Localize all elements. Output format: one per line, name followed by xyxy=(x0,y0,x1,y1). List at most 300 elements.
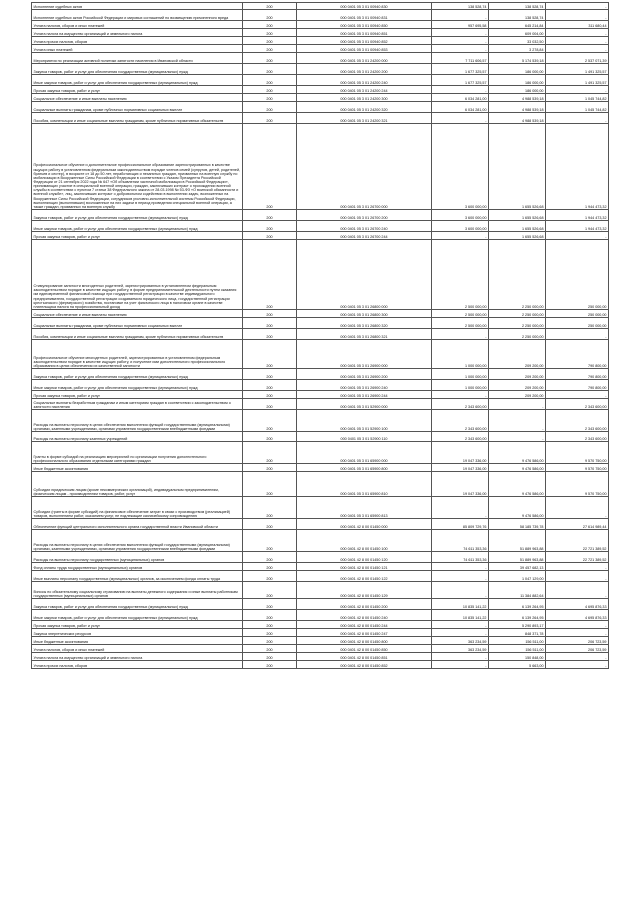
table-row xyxy=(32,75,609,86)
line-code: 200 xyxy=(243,599,297,610)
table-row xyxy=(32,410,609,432)
classification-code: 000 0401 05 3 01 26800 000 xyxy=(297,240,432,310)
line-code: 200 xyxy=(243,391,297,399)
table-row xyxy=(32,610,609,621)
classification-code: 000 0401 05 3 01 00940 852 xyxy=(297,37,432,45)
classification-code: 000 0401 05 3 01 24200 000 xyxy=(297,53,432,64)
unexecuted-amount: 790 800,00 xyxy=(546,380,609,391)
table-row xyxy=(32,563,609,571)
unexecuted-amount: - xyxy=(546,3,609,10)
executed-amount: 186 000,00 xyxy=(489,86,546,94)
unexecuted-amount: - xyxy=(546,232,609,240)
line-code: 200 xyxy=(243,410,297,432)
row-name: Исполнение судебных актов Российской Федерации и мировых соглашений по возмещению причиненного вреда xyxy=(32,10,243,21)
classification-code: 000 0401 05 3 01 65900 800 xyxy=(297,464,432,472)
line-code: 200 xyxy=(243,86,297,94)
line-code: 200 xyxy=(243,3,297,10)
table-row xyxy=(32,519,609,530)
unexecuted-amount: 22 721 389,52 xyxy=(546,552,609,563)
classification-code: 000 0401 05 3 01 24200 244 xyxy=(297,86,432,94)
executed-amount: 39 457 682,13 xyxy=(489,563,546,571)
unexecuted-amount: 2 537 071,39 xyxy=(546,53,609,64)
classification-code: 000 0401 42 8 00 01450 851 xyxy=(297,653,432,661)
table-row xyxy=(32,329,609,340)
approved-amount: - xyxy=(432,563,489,571)
approved-amount: 2 343 600,00 xyxy=(432,410,489,432)
line-code: 200 xyxy=(243,653,297,661)
classification-code: 000 0401 42 8 00 01450 800 xyxy=(297,637,432,645)
approved-amount: 3 600 000,00 xyxy=(432,124,489,210)
classification-code: 000 0401 05 3 01 00940 853 xyxy=(297,45,432,53)
unexecuted-amount: 1 944 473,32 xyxy=(546,210,609,221)
unexecuted-amount: - xyxy=(546,563,609,571)
unexecuted-amount: - xyxy=(546,571,609,582)
line-code: 200 xyxy=(243,329,297,340)
row-name: Социальное обеспечение и иные выплаты населению xyxy=(32,94,243,102)
row-name: Закупка товаров, работ и услуг для обеспечения государственных (муниципальных) нужд xyxy=(32,369,243,380)
row-name: Уплата налога на имущество организаций и земельного налога xyxy=(32,29,243,37)
line-code: 200 xyxy=(243,472,297,497)
approved-amount: - xyxy=(432,10,489,21)
line-code: 200 xyxy=(243,582,297,599)
line-code: 200 xyxy=(243,637,297,645)
line-code: 200 xyxy=(243,113,297,124)
table-row xyxy=(32,464,609,472)
line-code: 200 xyxy=(243,497,297,519)
table-row xyxy=(32,621,609,629)
table-row xyxy=(32,645,609,653)
executed-amount: 209 200,00 xyxy=(489,369,546,380)
classification-code: 000 0401 42 8 00 01450 244 xyxy=(297,621,432,629)
unexecuted-amount: - xyxy=(546,497,609,519)
unexecuted-amount: 250 000,00 xyxy=(546,310,609,318)
row-name: Профессиональное обучение и дополнительное профессиональное образование зарегистрированных в качестве ищущих работу в установленном федеральным законодательством порядке членов семей (супругов, детей, родителей, братьев и сестер), в возрасте от 18 до 50 лет, неработающих и незанятых граждан, призванных на военную службу по мобилизации в Вооруженные Силы Российской Федерации в соответствии с Указом Президента Российской Федерации от 21 сентября 2022 года № 647 «Об объявлении частичной мобилизации в Российской Федерации», принимающих участие в специальной военной операции, граждан, заключивших контракт о прохождении военной службы в соответствии с пунктом 7 статьи 38 Федерального закона от 28.03.1998 № 53-ФЗ «О воинской обязанности и военной службе», лиц, заключивших контракт о добровольном содействии в выполнении задач, возложенных на Вооруженные Силы Российской Федерации, сотрудников уголовно-исполнительной системы Российской Федерации, выполняющих (выполнявших) возложенные на них задачи в период проведения специальной военной операции, а также граждан, призванных на военную службу xyxy=(32,124,243,210)
classification-code: 000 0401 42 8 00 01450 247 xyxy=(297,629,432,637)
line-code: 200 xyxy=(243,232,297,240)
row-name: Пособия, компенсации и иные социальные выплаты гражданам, кроме публичных нормативных обязательств xyxy=(32,329,243,340)
classification-code: 000 0401 42 8 00 01450 122 xyxy=(297,571,432,582)
approved-amount: 1 677 325,57 xyxy=(432,75,489,86)
row-name: Субсидии (гранты в форме субсидий) на финансовое обеспечение затрат в связи с производством (реализацией) товаров, выполнением работ, оказанием услуг, не подлежащие казначейскому сопровождению xyxy=(32,497,243,519)
executed-amount: 51 889 963,88 xyxy=(489,552,546,563)
classification-code: 000 0401 05 3 01 52900 100 xyxy=(297,410,432,432)
unexecuted-amount: 250 000,00 xyxy=(546,318,609,329)
line-code: 200 xyxy=(243,380,297,391)
row-name: Социальные выплаты гражданам, кроме публичных нормативных социальных выплат xyxy=(32,102,243,113)
classification-code: 000 0401 05 3 01 26900 200 xyxy=(297,369,432,380)
row-name: Профессиональное обучение многодетных родителей, зарегистрированных в установленном федеральным законодательством порядке в качестве ищущих работу, и получение ими дополнительного профессионального образования в целях обеспечения их качественной занятости xyxy=(32,340,243,369)
executed-amount: 186 000,00 xyxy=(489,75,546,86)
classification-code: 000 0401 05 3 01 26900 240 xyxy=(297,380,432,391)
approved-amount: - xyxy=(432,621,489,629)
unexecuted-amount: 9 570 750,00 xyxy=(546,464,609,472)
row-name: Прочая закупка товаров, работ и услуг xyxy=(32,232,243,240)
row-name: Взносы по обязательному социальному страхованию на выплаты денежного содержания и иные выплаты работникам государственных (муниципальных) органов xyxy=(32,582,243,599)
approved-amount: 85 809 729,76 xyxy=(432,519,489,530)
line-code: 200 xyxy=(243,53,297,64)
row-name: Прочая закупка товаров, работ и услуг xyxy=(32,621,243,629)
row-name: Гранты в форме субсидий на реализацию мероприятий по организации получения дополнительного профессионального образования отдельными категориями граждан xyxy=(32,442,243,464)
table-row xyxy=(32,629,609,637)
unexecuted-amount: 311 680,44 xyxy=(546,21,609,29)
approved-amount: - xyxy=(432,37,489,45)
table-row xyxy=(32,94,609,102)
table-row xyxy=(32,3,609,10)
approved-amount: 1 000 000,00 xyxy=(432,380,489,391)
executed-amount: 58 185 739,78 xyxy=(489,519,546,530)
classification-code: 000 0401 05 3 01 52900 000 xyxy=(297,399,432,410)
approved-amount: 6 034 281,00 xyxy=(432,102,489,113)
unexecuted-amount: - xyxy=(546,629,609,637)
row-name: Социальное обеспечение и иные выплаты населению xyxy=(32,310,243,318)
classification-code: 000 0401 42 8 00 01450 121 xyxy=(297,563,432,571)
executed-amount: 5 663,00 xyxy=(489,661,546,669)
table-row xyxy=(32,29,609,37)
line-code: 200 xyxy=(243,645,297,653)
line-code: 200 xyxy=(243,37,297,45)
classification-code: 000 0401 42 8 00 01450 129 xyxy=(297,582,432,599)
row-name: Расходы на выплаты персоналу в целях обеспечения выполнения функций государственными (муниципальными) органами, казенными учреждениями, органами управления государственными внебюджетными фондами xyxy=(32,530,243,552)
classification-code: 000 0401 05 3 01 26900 244 xyxy=(297,391,432,399)
classification-code: 000 0401 05 3 01 65900 813 xyxy=(297,497,432,519)
line-code: 200 xyxy=(243,10,297,21)
unexecuted-amount: 4 695 876,33 xyxy=(546,610,609,621)
row-name: Социальные выплаты безработным гражданам и иным категориям граждан в соответствии с законодательством о занятости населения xyxy=(32,399,243,410)
unexecuted-amount: - xyxy=(546,329,609,340)
row-name: Исполнение судебных актов xyxy=(32,3,243,10)
line-code: 200 xyxy=(243,310,297,318)
table-row xyxy=(32,240,609,310)
table-row xyxy=(32,10,609,21)
classification-code: 000 0401 05 3 01 65900 810 xyxy=(297,472,432,497)
table-row xyxy=(32,399,609,410)
row-name: Обеспечение функций центрального исполнительного органа государственной власти Ивановской области xyxy=(32,519,243,530)
executed-amount: 209 200,00 xyxy=(489,380,546,391)
table-row xyxy=(32,442,609,464)
approved-amount: - xyxy=(432,653,489,661)
unexecuted-amount: - xyxy=(546,10,609,21)
table-row xyxy=(32,369,609,380)
executed-amount: 1 655 526,68 xyxy=(489,124,546,210)
table-row xyxy=(32,380,609,391)
row-name: Уплата налога на имущество организаций и земельного налога xyxy=(32,653,243,661)
table-row xyxy=(32,310,609,318)
executed-amount: 5 290 893,17 xyxy=(489,621,546,629)
row-name: Прочая закупка товаров, работ и услуг xyxy=(32,86,243,94)
unexecuted-amount: 790 800,00 xyxy=(546,340,609,369)
table-row xyxy=(32,210,609,221)
approved-amount: 363 234,59 xyxy=(432,637,489,645)
classification-code: 000 0401 05 3 01 24200 300 xyxy=(297,94,432,102)
row-name: Расходы на выплаты персоналу в целях обеспечения выполнения функций государственными (муниципальными) органами, казенными учреждениями, органами управления государственными внебюджетными фондами xyxy=(32,410,243,432)
executed-amount: 156 511,00 xyxy=(489,645,546,653)
approved-amount: 3 600 000,00 xyxy=(432,221,489,232)
line-code: 200 xyxy=(243,240,297,310)
unexecuted-amount: 4 695 876,33 xyxy=(546,599,609,610)
approved-amount: 2 343 600,00 xyxy=(432,399,489,410)
executed-amount: 1 655 526,68 xyxy=(489,210,546,221)
row-name: Закупка энергетических ресурсов xyxy=(32,629,243,637)
unexecuted-amount: 250 000,00 xyxy=(546,240,609,310)
row-name: Уплата иных платежей xyxy=(32,45,243,53)
executed-amount: 156 511,00 xyxy=(489,637,546,645)
approved-amount: 7 711 606,57 xyxy=(432,53,489,64)
row-name: Субсидии юридическим лицам (кроме некоммерческих организаций), индивидуальным предпринимателям, физическим лицам - производителям товаров, работ, услуг xyxy=(32,472,243,497)
unexecuted-amount: - xyxy=(546,621,609,629)
approved-amount: 74 611 353,36 xyxy=(432,552,489,563)
executed-amount: 186 000,00 xyxy=(489,64,546,75)
row-name: Расходы на выплаты персоналу казенных учреждений xyxy=(32,432,243,442)
line-code: 200 xyxy=(243,221,297,232)
classification-code: 000 0401 05 3 01 26700 000 xyxy=(297,124,432,210)
row-name: Иные бюджетные ассигнования xyxy=(32,464,243,472)
line-code: 200 xyxy=(243,432,297,442)
executed-amount: 609 004,00 xyxy=(489,29,546,37)
line-code: 200 xyxy=(243,399,297,410)
table-row xyxy=(32,232,609,240)
approved-amount: - xyxy=(432,232,489,240)
table-row xyxy=(32,637,609,645)
unexecuted-amount: 27 614 989,44 xyxy=(546,519,609,530)
approved-amount: 1 677 325,57 xyxy=(432,64,489,75)
line-code: 200 xyxy=(243,661,297,669)
unexecuted-amount: - xyxy=(546,113,609,124)
classification-code: 000 0401 42 8 00 01450 120 xyxy=(297,552,432,563)
table-row xyxy=(32,21,609,29)
table-row xyxy=(32,530,609,552)
approved-amount: 1 000 000,00 xyxy=(432,369,489,380)
approved-amount: 957 695,58 xyxy=(432,21,489,29)
unexecuted-amount: - xyxy=(546,86,609,94)
classification-code: 000 0401 05 3 01 26900 000 xyxy=(297,340,432,369)
row-name: Иные закупки товаров, работ и услуг для обеспечения государственных (муниципальных) нужд xyxy=(32,610,243,621)
executed-amount: 5 174 539,18 xyxy=(489,53,546,64)
row-name: Прочая закупка товаров, работ и услуг xyxy=(32,391,243,399)
executed-amount: 150 848,00 xyxy=(489,653,546,661)
unexecuted-amount: 22 721 389,52 xyxy=(546,530,609,552)
executed-amount: 9 476 586,00 xyxy=(489,497,546,519)
unexecuted-amount: 2 343 600,00 xyxy=(546,410,609,432)
unexecuted-amount: 1 944 473,32 xyxy=(546,221,609,232)
executed-amount: 4 988 539,18 xyxy=(489,102,546,113)
unexecuted-amount: 1 491 325,57 xyxy=(546,64,609,75)
line-code: 200 xyxy=(243,64,297,75)
approved-amount: 6 034 281,00 xyxy=(432,94,489,102)
executed-amount: 2 250 000,00 xyxy=(489,310,546,318)
classification-code: 000 0401 05 3 01 24200 200 xyxy=(297,64,432,75)
approved-amount: 2 500 000,00 xyxy=(432,240,489,310)
table-row xyxy=(32,37,609,45)
executed-amount: 2 250 000,00 xyxy=(489,329,546,340)
classification-code: 000 0401 05 3 01 00940 851 xyxy=(297,29,432,37)
classification-code: 000 0401 05 3 01 24200 320 xyxy=(297,102,432,113)
line-code: 200 xyxy=(243,621,297,629)
line-code: 200 xyxy=(243,519,297,530)
executed-amount: 209 200,00 xyxy=(489,391,546,399)
table-row xyxy=(32,432,609,442)
executed-amount: 2 250 000,00 xyxy=(489,240,546,310)
approved-amount: 74 611 353,36 xyxy=(432,530,489,552)
executed-amount: 33 032,50 xyxy=(489,37,546,45)
row-name: Пособия, компенсации и иные социальные выплаты гражданам, кроме публичных нормативных обязательств xyxy=(32,113,243,124)
unexecuted-amount: - xyxy=(546,29,609,37)
row-name: Закупка товаров, работ и услуг для обеспечения государственных (муниципальных) нужд xyxy=(32,64,243,75)
executed-amount: 4 988 539,18 xyxy=(489,113,546,124)
executed-amount: 2 250 000,00 xyxy=(489,318,546,329)
table-row xyxy=(32,64,609,75)
executed-amount: 6 139 264,95 xyxy=(489,610,546,621)
table-row xyxy=(32,552,609,563)
classification-code: 000 0401 05 3 01 26800 321 xyxy=(297,329,432,340)
executed-amount: 1 655 526,68 xyxy=(489,232,546,240)
line-code: 200 xyxy=(243,552,297,563)
table-row xyxy=(32,391,609,399)
approved-amount: 2 343 600,00 xyxy=(432,432,489,442)
approved-amount: 1 000 000,00 xyxy=(432,340,489,369)
line-code: 200 xyxy=(243,369,297,380)
approved-amount: - xyxy=(432,29,489,37)
executed-amount: 6 139 264,95 xyxy=(489,599,546,610)
executed-amount: 4 988 539,18 xyxy=(489,94,546,102)
classification-code: 000 0401 42 8 00 01450 000 xyxy=(297,519,432,530)
classification-code: 000 0401 05 3 01 00940 831 xyxy=(297,10,432,21)
executed-amount: 9 476 586,00 xyxy=(489,464,546,472)
approved-amount: - xyxy=(432,45,489,53)
row-name: Уплата прочих налогов, сборов xyxy=(32,37,243,45)
line-code: 200 xyxy=(243,45,297,53)
classification-code: 000 0401 05 3 01 65900 000 xyxy=(297,442,432,464)
table-row xyxy=(32,582,609,599)
unexecuted-amount: 2 343 600,00 xyxy=(546,399,609,410)
unexecuted-amount: 9 570 750,00 xyxy=(546,472,609,497)
unexecuted-amount: 9 570 750,00 xyxy=(546,442,609,464)
row-name: Иные закупки товаров, работ и услуг для обеспечения государственных (муниципальных) нужд xyxy=(32,380,243,391)
executed-amount: 1 047 129,00 xyxy=(489,571,546,582)
row-name: Уплата прочих налогов, сборов xyxy=(32,661,243,669)
approved-amount: 10 835 141,22 xyxy=(432,610,489,621)
line-code: 200 xyxy=(243,21,297,29)
classification-code: 000 0401 42 8 00 01450 852 xyxy=(297,661,432,669)
table-row xyxy=(32,653,609,661)
unexecuted-amount: 2 343 600,00 xyxy=(546,432,609,442)
unexecuted-amount: 1 045 744,82 xyxy=(546,94,609,102)
executed-amount: 9 476 586,00 xyxy=(489,472,546,497)
row-name: Расходы на выплаты персоналу государственных (муниципальных) органов xyxy=(32,552,243,563)
table-row xyxy=(32,472,609,497)
approved-amount: - xyxy=(432,571,489,582)
line-code: 200 xyxy=(243,210,297,221)
table-row xyxy=(32,53,609,64)
executed-amount: 645 214,84 xyxy=(489,21,546,29)
line-code: 200 xyxy=(243,102,297,113)
table-row xyxy=(32,340,609,369)
line-code: 200 xyxy=(243,318,297,329)
classification-code: 000 0401 05 3 01 00940 850 xyxy=(297,21,432,29)
row-name: Уплата налогов, сборов и иных платежей xyxy=(32,645,243,653)
approved-amount: 2 500 000,00 xyxy=(432,310,489,318)
unexecuted-amount: 1 944 473,32 xyxy=(546,124,609,210)
row-name: Закупка товаров, работ и услуг для обеспечения государственных (муниципальных) нужд xyxy=(32,210,243,221)
executed-amount: 848 371,78 xyxy=(489,629,546,637)
table-row xyxy=(32,124,609,210)
approved-amount: - xyxy=(432,629,489,637)
table-row xyxy=(32,86,609,94)
approved-amount: - xyxy=(432,661,489,669)
unexecuted-amount: - xyxy=(546,45,609,53)
unexecuted-amount: 206 723,59 xyxy=(546,645,609,653)
classification-code: 000 0401 42 8 00 01450 850 xyxy=(297,645,432,653)
row-name: Стимулирование занятости многодетных родителей, зарегистрированных в установленном федеральным законодательством порядке в качестве ищущих работу, в форме предпринимательской деятельности путем оказания им единовременной финансовой помощи при государственной регистрации в качестве индивидуального предпринимателя, государственной регистрации создаваемого юридического лица, государственной регистрации крестьянского (фермерского) хозяйства, постановке на учет физического лица в налоговом органе в качестве плательщика налога на профессиональный доход xyxy=(32,240,243,310)
table-row xyxy=(32,571,609,582)
executed-amount: 51 889 963,88 xyxy=(489,530,546,552)
approved-amount: 3 600 000,00 xyxy=(432,210,489,221)
executed-amount: - xyxy=(489,399,546,410)
table-row xyxy=(32,102,609,113)
unexecuted-amount: 1 491 325,57 xyxy=(546,75,609,86)
row-name: Уплата налогов, сборов и иных платежей xyxy=(32,21,243,29)
approved-amount: 19 047 336,00 xyxy=(432,464,489,472)
classification-code: 000 0401 05 3 01 26700 240 xyxy=(297,221,432,232)
row-name: Мероприятия по реализации активной политики занятости населения в Ивановской области xyxy=(32,53,243,64)
line-code: 200 xyxy=(243,629,297,637)
row-name: Иные выплаты персоналу государственных (муниципальных) органов, за исключением фонда оплаты труда xyxy=(32,571,243,582)
unexecuted-amount: - xyxy=(546,582,609,599)
classification-code: 000 0401 05 3 01 00940 830 xyxy=(297,3,432,10)
unexecuted-amount: 790 800,00 xyxy=(546,369,609,380)
line-code: 200 xyxy=(243,442,297,464)
row-name: Иные закупки товаров, работ и услуг для обеспечения государственных (муниципальных) нужд xyxy=(32,221,243,232)
approved-amount: 10 835 141,22 xyxy=(432,599,489,610)
executed-amount: 9 476 586,00 xyxy=(489,442,546,464)
table-body xyxy=(32,3,609,669)
executed-amount: 138 528,74 xyxy=(489,10,546,21)
line-code: 200 xyxy=(243,29,297,37)
line-code: 200 xyxy=(243,94,297,102)
executed-amount: 3 278,84 xyxy=(489,45,546,53)
unexecuted-amount: - xyxy=(546,653,609,661)
classification-code: 000 0401 05 3 01 26700 244 xyxy=(297,232,432,240)
table-row xyxy=(32,45,609,53)
budget-execution-table xyxy=(31,2,609,669)
line-code: 200 xyxy=(243,75,297,86)
line-code: 200 xyxy=(243,571,297,582)
classification-code: 000 0401 05 3 01 26700 200 xyxy=(297,210,432,221)
approved-amount: 138 528,74 xyxy=(432,3,489,10)
approved-amount: 363 234,59 xyxy=(432,645,489,653)
row-name: Фонд оплаты труда государственных (муниципальных) органов xyxy=(32,563,243,571)
classification-code: 000 0401 42 8 00 01450 200 xyxy=(297,599,432,610)
executed-amount: 209 200,00 xyxy=(489,340,546,369)
executed-amount: - xyxy=(489,432,546,442)
executed-amount: 1 655 526,68 xyxy=(489,221,546,232)
unexecuted-amount: 206 723,59 xyxy=(546,637,609,645)
approved-amount: - xyxy=(432,497,489,519)
table-row xyxy=(32,661,609,669)
row-name: Социальные выплаты гражданам, кроме публичных нормативных социальных выплат xyxy=(32,318,243,329)
executed-amount: 138 528,74 xyxy=(489,3,546,10)
approved-amount: - xyxy=(432,391,489,399)
line-code: 200 xyxy=(243,563,297,571)
table-row xyxy=(32,221,609,232)
executed-amount: 11 384 882,64 xyxy=(489,582,546,599)
row-name: Иные закупки товаров, работ и услуг для обеспечения государственных (муниципальных) нужд xyxy=(32,75,243,86)
table-row xyxy=(32,497,609,519)
classification-code: 000 0401 05 3 01 24200 321 xyxy=(297,113,432,124)
line-code: 200 xyxy=(243,530,297,552)
approved-amount: - xyxy=(432,113,489,124)
line-code: 200 xyxy=(243,124,297,210)
approved-amount: - xyxy=(432,86,489,94)
